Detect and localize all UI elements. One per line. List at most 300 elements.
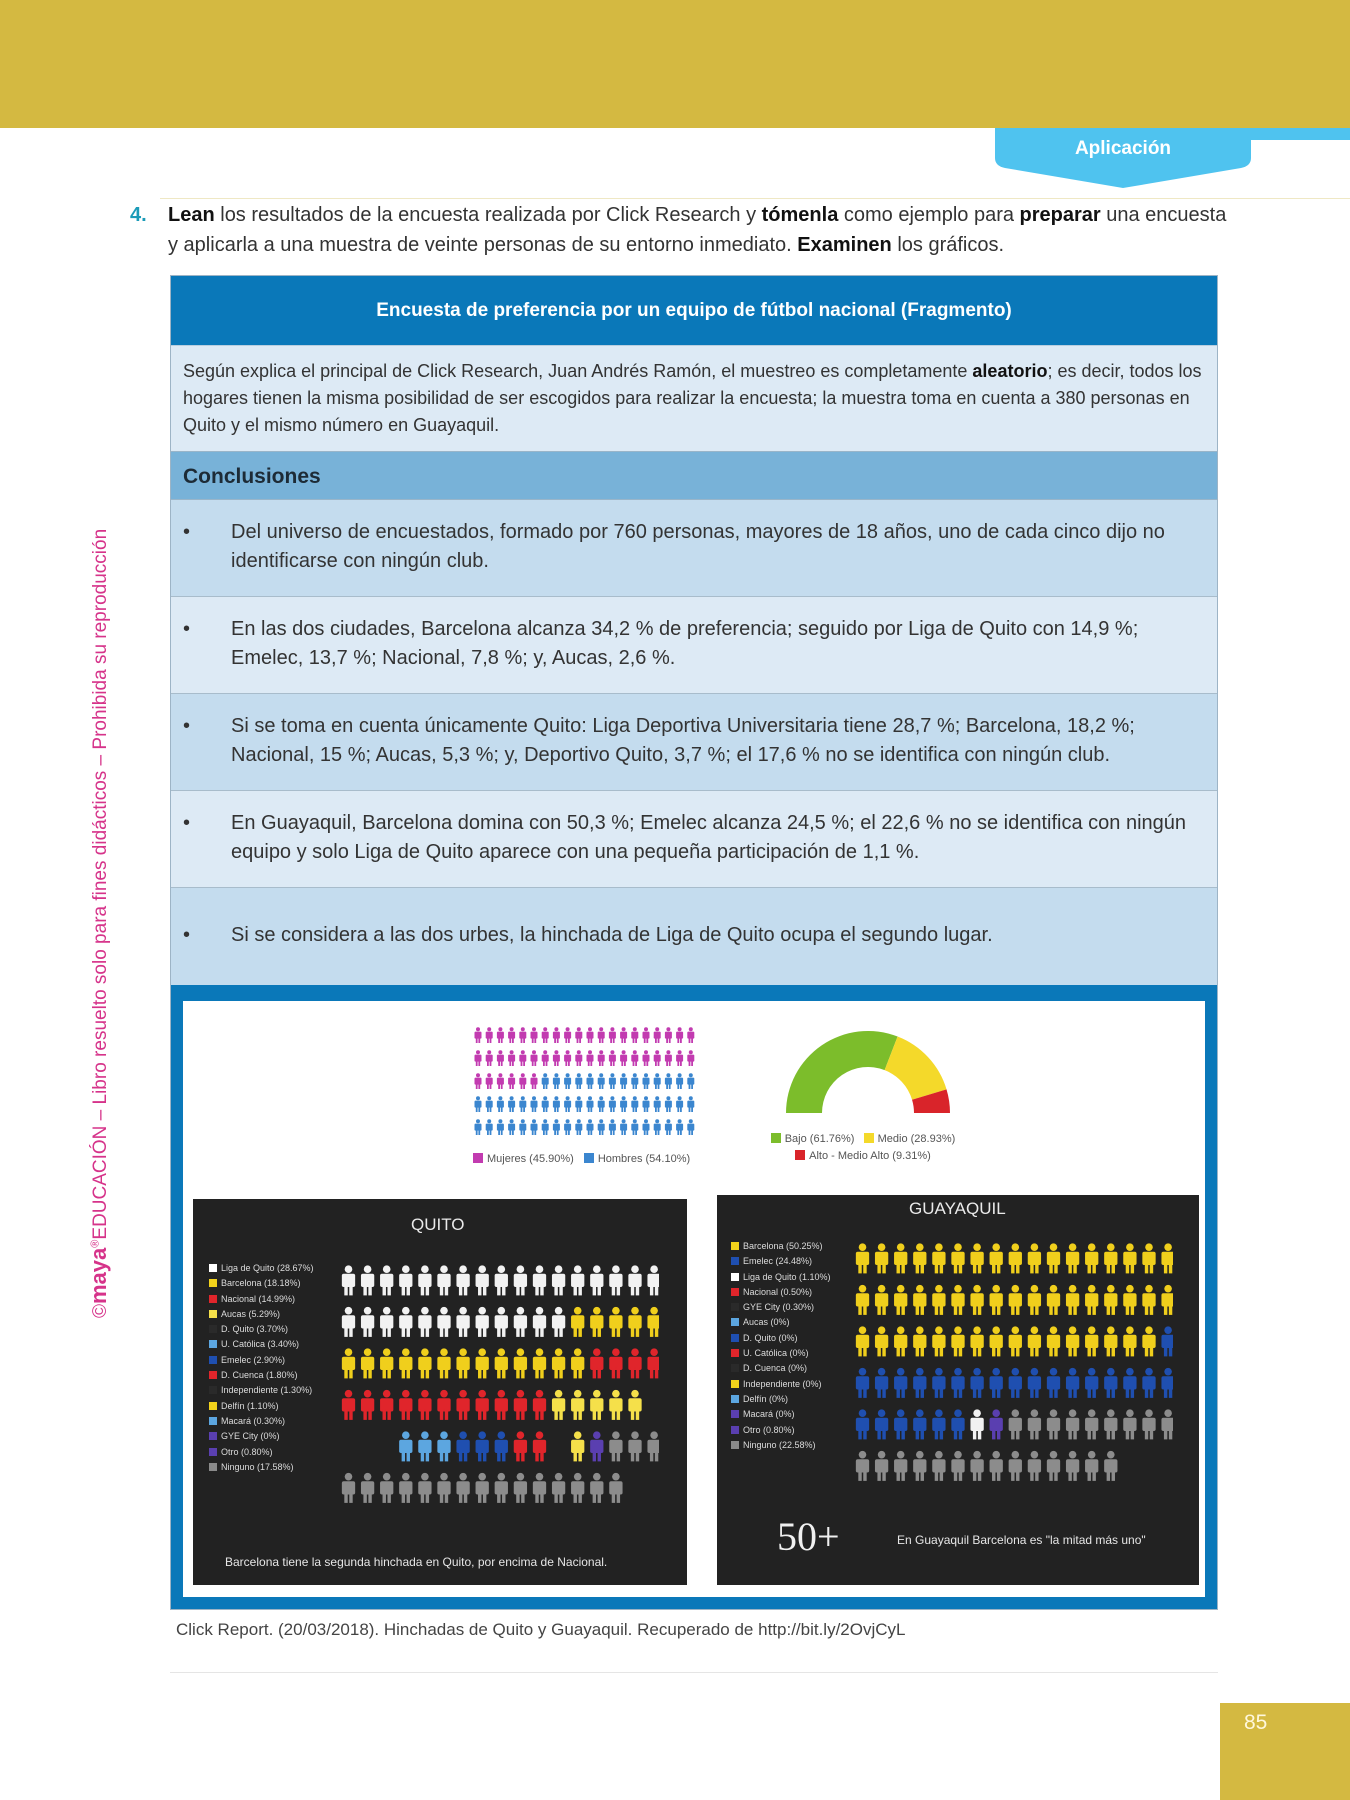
fan-icon	[1047, 1285, 1060, 1315]
fan-icon	[970, 1285, 983, 1315]
section-tab-label: Aplicación	[1074, 138, 1172, 159]
fan-icon	[1028, 1451, 1041, 1481]
fan-icon	[552, 1265, 565, 1295]
fan-icon	[437, 1431, 450, 1461]
fan-icon	[342, 1265, 355, 1295]
fan-icon	[342, 1473, 355, 1503]
fan-icon	[514, 1348, 527, 1378]
emphasis-text: aleatorio	[972, 361, 1048, 381]
mujer-icon	[531, 1050, 538, 1066]
legend-label: Emelec (24.48%)	[743, 1256, 813, 1267]
mujer-icon	[587, 1027, 594, 1043]
fan-icon	[418, 1390, 431, 1420]
fan-icon	[951, 1326, 964, 1356]
legend-item	[209, 1353, 314, 1368]
legend-item	[209, 1322, 314, 1337]
fan-icon	[875, 1451, 888, 1481]
fan-icon	[495, 1390, 508, 1420]
hombre-icon	[631, 1073, 638, 1089]
mujer-icon	[575, 1050, 582, 1066]
fan-icon	[1009, 1243, 1022, 1273]
copyright-symbol: ©	[90, 1304, 111, 1318]
fan-icon	[856, 1409, 869, 1439]
fan-icon	[590, 1431, 603, 1461]
hombre-icon	[575, 1096, 582, 1112]
fan-icon	[1104, 1243, 1117, 1273]
legend-label: Ninguno (17.58%)	[221, 1461, 294, 1472]
mujer-icon	[643, 1050, 650, 1066]
fan-icon	[875, 1285, 888, 1315]
mujer-icon	[609, 1027, 616, 1043]
fan-icon	[399, 1265, 412, 1295]
hombre-icon	[665, 1119, 672, 1135]
fan-icon	[1066, 1243, 1079, 1273]
hombre-icon	[553, 1073, 560, 1089]
brand-logo: maya	[86, 1247, 111, 1304]
fan-icon	[476, 1307, 489, 1337]
fan-icon	[361, 1473, 374, 1503]
fan-icon	[647, 1348, 659, 1378]
legend-swatch	[209, 1448, 217, 1456]
mujer-icon	[486, 1050, 493, 1066]
hombre-icon	[620, 1096, 627, 1112]
fan-icon	[1047, 1326, 1060, 1356]
fan-icon	[1028, 1409, 1041, 1439]
fan-icon	[951, 1451, 964, 1481]
fan-icon	[571, 1390, 584, 1420]
fan-icon	[856, 1285, 869, 1315]
fan-icon	[476, 1265, 489, 1295]
legend-item	[731, 1346, 831, 1361]
fan-icon	[495, 1431, 508, 1461]
fan-icon	[361, 1307, 374, 1337]
legend-item	[209, 1429, 314, 1444]
fan-icon	[1028, 1285, 1041, 1315]
mujer-icon	[687, 1050, 694, 1066]
fan-icon	[514, 1390, 527, 1420]
fan-icon	[894, 1285, 907, 1315]
mujer-icon	[497, 1027, 504, 1043]
fan-icon	[609, 1348, 622, 1378]
hombre-icon	[598, 1096, 605, 1112]
conclusion-text: En las dos ciudades, Barcelona alcanza 34,2 % de preferencia; seguido por Liga de Quito con 14,9 %; Emelec, 13,7 %; Nacional, 7,8 %; y, Aucas, 2,6 %.	[231, 618, 1139, 669]
fan-icon	[380, 1307, 393, 1337]
conclusion-item	[171, 500, 1217, 597]
hombre-icon	[687, 1119, 694, 1135]
fan-icon	[456, 1390, 469, 1420]
hombre-icon	[654, 1073, 661, 1089]
fan-icon	[1104, 1285, 1117, 1315]
fan-icon	[456, 1307, 469, 1337]
fan-icon	[951, 1409, 964, 1439]
hombre-icon	[531, 1096, 538, 1112]
fan-icon	[990, 1326, 1003, 1356]
fan-icon	[533, 1265, 546, 1295]
fan-icon	[1161, 1243, 1173, 1273]
fan-icon	[399, 1390, 412, 1420]
mujer-icon	[598, 1027, 605, 1043]
fan-icon	[990, 1451, 1003, 1481]
legend-item-bajo	[771, 1133, 855, 1145]
fan-icon	[456, 1473, 469, 1503]
registered-symbol: ®	[89, 1239, 102, 1248]
mujer-icon	[497, 1050, 504, 1066]
mujer-icon	[609, 1050, 616, 1066]
legend-swatch	[731, 1364, 739, 1372]
legend-item-alto	[795, 1150, 931, 1162]
fan-icon	[495, 1265, 508, 1295]
hombre-icon	[587, 1096, 594, 1112]
legend-label: Alto - Medio Alto (9.31%)	[809, 1150, 931, 1162]
fan-icon	[361, 1265, 374, 1295]
fan-icon	[495, 1473, 508, 1503]
mujer-icon	[475, 1050, 482, 1066]
conclusion-item	[171, 888, 1217, 985]
mujer-icon	[643, 1027, 650, 1043]
legend-label: D. Quito (0%)	[743, 1332, 798, 1343]
mujer-icon	[676, 1050, 683, 1066]
mujer-icon	[475, 1073, 482, 1089]
legend-item	[731, 1392, 831, 1407]
fan-icon	[399, 1473, 412, 1503]
fan-icon	[571, 1473, 584, 1503]
fan-icon	[1085, 1451, 1098, 1481]
fan-icon	[399, 1307, 412, 1337]
legend-label: D. Quito (3.70%)	[221, 1324, 289, 1335]
bottom-rule	[170, 1672, 1218, 1673]
fan-icon	[856, 1451, 869, 1481]
fan-icon	[437, 1265, 450, 1295]
legend-item-hombres	[584, 1153, 690, 1165]
fan-icon	[628, 1348, 641, 1378]
fan-icon	[609, 1431, 622, 1461]
guayaquil-legend	[731, 1239, 831, 1453]
legend-label: Macará (0.30%)	[221, 1415, 286, 1426]
mujer-icon	[654, 1027, 661, 1043]
fan-icon	[1123, 1368, 1136, 1398]
hombre-icon	[519, 1096, 526, 1112]
fan-icon	[533, 1390, 546, 1420]
top-rule	[160, 198, 1350, 199]
fan-icon	[1104, 1409, 1117, 1439]
fan-icon	[380, 1348, 393, 1378]
survey-card	[170, 275, 1218, 1610]
fan-icon	[875, 1409, 888, 1439]
fan-icon	[1047, 1451, 1060, 1481]
mujer-icon	[598, 1050, 605, 1066]
fan-icon	[1161, 1368, 1173, 1398]
legend-label: D. Cuenca (0%)	[743, 1363, 808, 1374]
fan-icon	[932, 1285, 945, 1315]
hombre-icon	[575, 1073, 582, 1089]
fan-icon	[361, 1348, 374, 1378]
legend-swatch	[771, 1133, 781, 1143]
legend-label: GYE City (0.30%)	[743, 1302, 815, 1313]
fan-icon	[1104, 1326, 1117, 1356]
mujer-icon	[665, 1027, 672, 1043]
fan-icon	[1028, 1368, 1041, 1398]
hombre-icon	[643, 1073, 650, 1089]
fan-icon	[1161, 1326, 1173, 1356]
mujer-icon	[508, 1027, 515, 1043]
fan-icon	[1028, 1326, 1041, 1356]
fan-icon	[1066, 1409, 1079, 1439]
fan-icon	[1142, 1368, 1155, 1398]
fan-icon	[647, 1265, 659, 1295]
mujer-icon	[575, 1027, 582, 1043]
legend-swatch	[209, 1310, 217, 1318]
legend-item	[209, 1307, 314, 1322]
legend-label: Delfín (0%)	[743, 1393, 789, 1404]
legend-label: Otro (0.80%)	[743, 1424, 795, 1435]
hombre-icon	[475, 1119, 482, 1135]
fan-icon	[951, 1285, 964, 1315]
guayaquil-caption: En Guayaquil Barcelona es "la mitad más uno"	[897, 1533, 1146, 1547]
fan-icon	[856, 1326, 869, 1356]
legend-item	[731, 1377, 831, 1392]
mujer-icon	[665, 1050, 672, 1066]
legend-swatch	[209, 1432, 217, 1440]
legend-swatch	[731, 1426, 739, 1434]
fan-icon	[1009, 1285, 1022, 1315]
hombre-icon	[643, 1096, 650, 1112]
legend-swatch	[209, 1386, 217, 1394]
fan-icon	[590, 1307, 603, 1337]
conclusion-text: Si se toma en cuenta únicamente Quito: Liga Deportiva Universitaria tiene 28,7 %; Barcelona, 18,2 %; Nacional, 15 %; Aucas, 5,3 %; y, Deportivo Quito, 3,7 %; el 17,6 % no se identifica con ningún club.	[231, 715, 1135, 766]
legend-item-medio	[864, 1133, 956, 1145]
guayaquil-panel	[717, 1195, 1199, 1585]
legend-swatch	[795, 1150, 805, 1160]
legend-item	[209, 1261, 314, 1276]
survey-intro	[171, 345, 1217, 451]
fan-icon	[951, 1368, 964, 1398]
hombre-icon	[598, 1119, 605, 1135]
header-band	[0, 0, 1350, 128]
fan-icon	[1142, 1409, 1155, 1439]
mujer-icon	[531, 1027, 538, 1043]
header-tab-strip	[1250, 128, 1350, 140]
fan-icon	[913, 1368, 926, 1398]
fan-icon	[932, 1326, 945, 1356]
fan-icon	[456, 1431, 469, 1461]
fan-icon	[552, 1473, 565, 1503]
fan-icon	[476, 1348, 489, 1378]
hombre-icon	[475, 1096, 482, 1112]
source-citation: Click Report. (20/03/2018). Hinchadas de Quito y Guayaquil. Recuperado de http://bit.ly/2OvjCyL	[176, 1620, 906, 1639]
fan-icon	[970, 1451, 983, 1481]
mujer-icon	[542, 1027, 549, 1043]
fan-icon	[418, 1473, 431, 1503]
fan-icon	[552, 1307, 565, 1337]
fan-icon	[456, 1348, 469, 1378]
quito-panel	[193, 1199, 687, 1585]
legend-swatch	[731, 1410, 739, 1418]
mujer-icon	[620, 1050, 627, 1066]
hombre-icon	[564, 1073, 571, 1089]
conclusion-text: Del universo de encuestados, formado por 760 personas, mayores de 18 años, uno de cada cinco dijo no identificarse con ningún club.	[231, 521, 1165, 572]
quito-legend	[209, 1261, 314, 1475]
hombre-icon	[631, 1096, 638, 1112]
fan-icon	[1085, 1409, 1098, 1439]
legend-label: Independiente (0%)	[743, 1378, 822, 1389]
legend-swatch	[731, 1334, 739, 1342]
fan-icon	[380, 1473, 393, 1503]
income-gauge-chart	[783, 1029, 953, 1119]
hombre-icon	[486, 1119, 493, 1135]
mujer-icon	[508, 1073, 515, 1089]
conclusions-heading: Conclusiones	[171, 451, 1217, 500]
legend-item	[731, 1361, 831, 1376]
hombre-icon	[497, 1096, 504, 1112]
fan-icon	[1009, 1409, 1022, 1439]
fan-icon	[1161, 1285, 1173, 1315]
hombre-icon	[519, 1119, 526, 1135]
legend-label: Mujeres (45.90%)	[487, 1153, 574, 1165]
conclusion-text: En Guayaquil, Barcelona domina con 50,3 %; Emelec alcanza 24,5 %; el 22,6 % no se identifica con ningún equipo y solo Liga de Quito aparece con una pequeña participación de 1,1 %.	[231, 812, 1187, 863]
bullet-icon: •	[183, 715, 191, 737]
hombre-icon	[643, 1119, 650, 1135]
gender-pictogram	[473, 1027, 698, 1147]
fan-icon	[894, 1368, 907, 1398]
hombre-icon	[486, 1096, 493, 1112]
emphasis-text: Lean	[168, 204, 215, 226]
fan-icon	[1066, 1326, 1079, 1356]
bullet-icon: •	[183, 618, 191, 640]
conclusion-item	[171, 791, 1217, 888]
hombre-icon	[508, 1096, 515, 1112]
fan-icon	[875, 1243, 888, 1273]
emphasis-text: Examinen	[797, 234, 892, 256]
fan-icon	[533, 1473, 546, 1503]
mujer-icon	[519, 1027, 526, 1043]
fan-icon	[913, 1451, 926, 1481]
fan-icon	[380, 1390, 393, 1420]
legend-item	[731, 1438, 831, 1453]
legend-item	[209, 1337, 314, 1352]
fan-icon	[1066, 1368, 1079, 1398]
fan-icon	[437, 1348, 450, 1378]
hombre-icon	[687, 1096, 694, 1112]
question-4	[130, 200, 1230, 260]
fan-icon	[970, 1409, 983, 1439]
fan-icon	[1142, 1243, 1155, 1273]
fan-icon	[1104, 1451, 1117, 1481]
legend-swatch	[209, 1371, 217, 1379]
fan-icon	[1047, 1409, 1060, 1439]
legend-swatch	[209, 1417, 217, 1425]
mujer-icon	[676, 1027, 683, 1043]
legend-swatch	[209, 1356, 217, 1364]
fan-icon	[856, 1243, 869, 1273]
gauge-slice	[786, 1031, 898, 1113]
fan-icon	[514, 1307, 527, 1337]
legend-swatch	[731, 1318, 739, 1326]
fan-icon	[399, 1431, 412, 1461]
copyright-text: EDUCACIÓN – Libro resuelto solo para fines didácticos – Prohibida su reproducción	[90, 528, 111, 1240]
hombre-icon	[676, 1119, 683, 1135]
fan-icon	[628, 1307, 641, 1337]
body-text: como ejemplo para	[838, 204, 1020, 226]
legend-item	[731, 1423, 831, 1438]
mujer-icon	[620, 1027, 627, 1043]
legend-label: Aucas (0%)	[743, 1317, 790, 1328]
fan-icon	[342, 1390, 355, 1420]
hombre-icon	[654, 1119, 661, 1135]
legend-label: U. Católica (0%)	[743, 1348, 809, 1359]
legend-item	[209, 1460, 314, 1475]
question-text	[168, 200, 1230, 260]
hombre-icon	[553, 1096, 560, 1112]
fan-icon	[418, 1307, 431, 1337]
hombre-icon	[564, 1119, 571, 1135]
fan-icon	[990, 1368, 1003, 1398]
fan-icon	[609, 1390, 622, 1420]
legend-swatch	[209, 1264, 217, 1272]
fan-icon	[514, 1431, 527, 1461]
gender-legend	[473, 1153, 690, 1165]
fan-icon	[495, 1307, 508, 1337]
fan-icon	[609, 1265, 622, 1295]
mujer-icon	[631, 1027, 638, 1043]
fan-icon	[990, 1243, 1003, 1273]
guayaquil-pictogram	[853, 1243, 1173, 1493]
hombre-icon	[575, 1119, 582, 1135]
fan-icon	[1085, 1368, 1098, 1398]
mujer-icon	[486, 1073, 493, 1089]
conclusion-item	[171, 694, 1217, 791]
fan-icon	[514, 1265, 527, 1295]
fan-icon	[1028, 1243, 1041, 1273]
fan-icon	[437, 1390, 450, 1420]
legend-swatch	[731, 1395, 739, 1403]
fan-icon	[1161, 1409, 1173, 1439]
legend-label: Aucas (5.29%)	[221, 1308, 281, 1319]
section-tab	[995, 128, 1251, 188]
fan-icon	[418, 1431, 431, 1461]
emphasis-text: preparar	[1019, 204, 1101, 226]
fan-icon	[609, 1473, 622, 1503]
hombre-icon	[676, 1096, 683, 1112]
mujer-icon	[687, 1027, 694, 1043]
fan-icon	[533, 1307, 546, 1337]
mujer-icon	[553, 1027, 560, 1043]
fan-icon	[970, 1243, 983, 1273]
fan-icon	[495, 1348, 508, 1378]
bullet-icon: •	[183, 521, 191, 543]
fan-icon	[932, 1451, 945, 1481]
fan-icon	[913, 1285, 926, 1315]
fan-icon	[628, 1431, 641, 1461]
fan-icon	[628, 1265, 641, 1295]
fan-icon	[571, 1307, 584, 1337]
fan-icon	[609, 1307, 622, 1337]
legend-label: Emelec (2.90%)	[221, 1354, 286, 1365]
legend-item	[731, 1254, 831, 1269]
fan-icon	[970, 1368, 983, 1398]
fan-icon	[571, 1265, 584, 1295]
legend-label: Delfín (1.10%)	[221, 1400, 279, 1411]
hombre-icon	[665, 1073, 672, 1089]
mujer-icon	[631, 1050, 638, 1066]
fan-icon	[1142, 1285, 1155, 1315]
fan-icon	[856, 1368, 869, 1398]
mujer-icon	[497, 1073, 504, 1089]
hombre-icon	[508, 1119, 515, 1135]
fan-icon	[1047, 1368, 1060, 1398]
quito-pictogram	[339, 1265, 659, 1515]
fan-icon	[418, 1265, 431, 1295]
fan-icon	[913, 1243, 926, 1273]
